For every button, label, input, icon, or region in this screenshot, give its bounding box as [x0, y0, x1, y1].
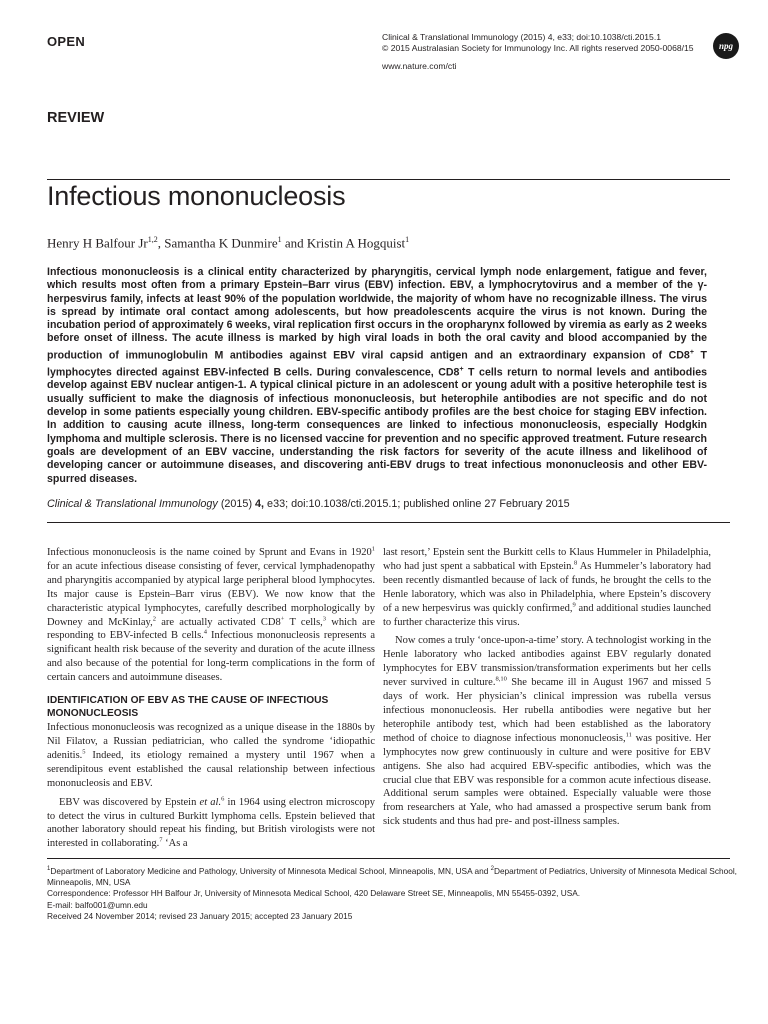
reference-link[interactable]: 9 — [572, 601, 576, 609]
journal-url-link[interactable]: www.nature.com/cti — [382, 61, 457, 71]
paragraph: Now comes a truly ‘once-upon-a-time’ story. A technologist working in the Henle laboratory who lacked antibodies against EBV regularly donated lymphocytes for EBV transmission/transformation experiments but her cells never survived in culture.$^{8,10}$ She became ill in August 1967 and missed 5 days of work. Her physician’s clinical impression was rubella versus infectious mononucleosis. Her rubella antibodies were negative but her heterophile antibody test, which had been established as the laboratory method of choice to diagnose infectious mononucleosis,$^{11}$ was positive. Her lymphocytes now grew continuously in culture and were positive for EBV antigens. She also had acquired EBV-specific antibodies, which was the crucial clue that EBV was responsible for a common acute infectious disease. Additional serum samples were obtained. Especially valuable were those from researchers at Yale, who had amassed a prospective serum bank from sick students and thus had pre- and post-illness samples. — [383, 635, 712, 828]
reference-link[interactable]: 11 — [625, 731, 632, 739]
reference-link[interactable]: 5 — [82, 748, 86, 756]
abstract-text: T lymphocytes directed against EBV-infected B cells. During convalescence, CD8 — [47, 349, 707, 379]
reference-link[interactable]: 8 — [574, 559, 578, 567]
copyright-line: © 2015 Australasian Society for Immunology Inc. All rights reserved 2050-0068/15 — [382, 43, 694, 53]
author-affiliation: 1 — [405, 235, 410, 244]
author-name: Henry H Balfour Jr — [47, 235, 148, 251]
reference-link[interactable]: 8,10 — [495, 675, 507, 683]
abstract — [47, 266, 707, 486]
superscript: + — [280, 615, 285, 623]
citation-year: (2015) — [217, 498, 256, 510]
author-name: Samantha K Dunmire — [164, 235, 278, 251]
journal-citation-line: Clinical & Translational Immunology (2015) 4, e33; doi:10.1038/cti.2015.1 — [382, 32, 661, 42]
citation-journal: Clinical & Translational Immunology — [47, 498, 218, 510]
reference-link[interactable]: 1 — [371, 545, 375, 553]
affiliations: $^1$Department of Laboratory Medicine and Pathology, University of Minnesota Medical School, Minneapolis, MN, USA and $^2$Department of Pediatrics, University of Minnesota Medical School, Minneapolis, MN, USA — [47, 865, 737, 888]
npg-logo: npg — [713, 33, 739, 59]
reference-link[interactable]: 3 — [322, 615, 327, 623]
abstract-text: T cells return to normal levels and antibodies develop against EBV nuclear antigen-1. A typical clinical picture in an adolescent or young adult with a positive heterophile test is usually sufficient to make the diagnosis of infectious mononucleosis, but heterophile antibodies are not specific and do not develop in some patients especially young children. EBV-specific antibody profiles are the best choice for staging EBV infection. In addition to causing acute illness, long-term consequences are linked to infectious mononucleosis, especially Hodgkin lymphoma and multiple sclerosis. There is no licensed vaccine for prevention and no specific approved treatment. Future research goals are development of an EBV vaccine, understanding the risk factors for severity of the acute illness and likelihood of developing cancer or autoimmune diseases, and discovering anti-EBV drugs to treat infectious mononucleosis and other EBV-spurred diseases. — [47, 366, 707, 485]
open-access-label: OPEN — [47, 34, 86, 49]
superscript: + — [689, 348, 694, 356]
body-column-right — [383, 546, 711, 834]
reference-link[interactable]: 4 — [203, 628, 208, 636]
reference-link[interactable]: 6 — [221, 795, 225, 803]
author-separator: and — [281, 235, 307, 251]
author-affiliation: 1,2 — [147, 235, 158, 244]
footnotes — [47, 864, 737, 922]
header-divider — [47, 179, 730, 180]
paragraph: Infectious mononucleosis is the name coined by Sprunt and Evans in 1920$^1$ for an acute infectious disease consisting of fever, cervical lymphadenopathy and pharyngitis accompanied by atypical large peripheral blood lymphocytes. Its major cause is Epstein–Barr virus (EBV). We now know that the characteristic atypical lymphocytes, carefully described morphologically by Downey and McKinlay,$^2$ are actually activated CD8+ T cells,$^3$ which are responding to EBV-infected B cells.$^4$ Infectious mononucleosis represents a significant health risk because of the severity and duration of the acute illness and also because of the potential for long-term complications in the form of certain cancers and autoimmune diseases. — [47, 545, 376, 684]
abstract-divider — [47, 522, 730, 523]
paragraph: Infectious mononucleosis was recognized as a unique disease in the 1880s by Nil Filatov, a Russian pediatrician, who called the syndrome ‘idiopathic adenitis.$^5$ Indeed, its etiology remained a mystery until 1967 when a serendipitous event established the causal relationship between infectious mononucleosis and EBV. — [47, 722, 375, 789]
paragraph: last resort,’ Epstein sent the Burkitt cells to Klaus Hummeler in Philadelphia, who had just spent a sabbatical with Epstein.$^8$ As Hummeler’s laboratory had been recently dismantled because of lack of funds, he brought the cells to the Henle laboratory, which was also in Philadelphia, where Epstein’s discovery of a new herpesvirus was quickly confirmed,$^9$ and additional studies launched to further characterize this virus. — [383, 547, 712, 628]
superscript: + — [459, 365, 464, 373]
correspondence: Correspondence: Professor HH Balfour Jr, University of Minnesota Medical School, 420 Delaware Street SE, Minneapolis, MN 55455-0392, USA. — [47, 888, 581, 899]
body-column-left — [47, 546, 375, 856]
citation-volume: 4, — [255, 498, 265, 510]
article-type-label: REVIEW — [47, 110, 105, 126]
author-affiliation: 1 — [277, 235, 282, 244]
article-citation — [47, 498, 727, 510]
abstract-text: Infectious mononucleosis is a clinical entity characterized by pharyngitis, cervical lymph node enlargement, fatigue and fever, which results most often from a primary Epstein–Barr virus (EBV) infection. EBV, a lymphocrytovirus and a member of the γ-herpesvirus family, infects at least 90% of the population worldwide, the majority of whom have no recognizable illness. The virus is spread by intimate oral contact among adolescents, but how preadolescents acquire the virus is not known. During the incubation period of approximately 6 weeks, viral replication first occurs in the oropharynx followed by viremia as early as 2 weeks before onset of illness. The acute illness is marked by high viral loads in both the oral cavity and blood accompanied by the production of immunoglobulin M antibodies against EBV viral capsid antigen and an extraordinary expansion of CD8 — [47, 266, 707, 362]
article-title: Infectious mononucleosis — [47, 181, 346, 211]
author-separator: , — [157, 235, 165, 251]
author-name: Kristin A Hogquist — [306, 235, 406, 251]
reference-link[interactable]: 7 — [159, 836, 163, 844]
citation-details: e33; doi:10.1038/cti.2015.1; published online 27 February 2015 — [264, 498, 570, 510]
footnote-divider — [47, 858, 730, 859]
reference-link[interactable]: 2 — [152, 615, 156, 623]
email-link[interactable]: E-mail: balfo001@umn.edu — [47, 899, 148, 910]
journal-info — [382, 32, 694, 72]
author-list — [47, 235, 409, 251]
paragraph: EBV was discovered by Epstein et al.$^6$ in 1964 using electron microscopy to detect the virus in cultured Burkitt lymphoma cells. Epstein believed that another laboratory should repeat his finding, but British virologists were not interested in collaborating.$^7$ ‘As a — [47, 795, 375, 850]
section-heading: IDENTIFICATION OF EBV AS THE CAUSE OF INFECTIOUS MONONUCLEOSIS — [47, 695, 329, 719]
received-dates: Received 24 November 2014; revised 23 January 2015; accepted 23 January 2015 — [47, 910, 353, 921]
